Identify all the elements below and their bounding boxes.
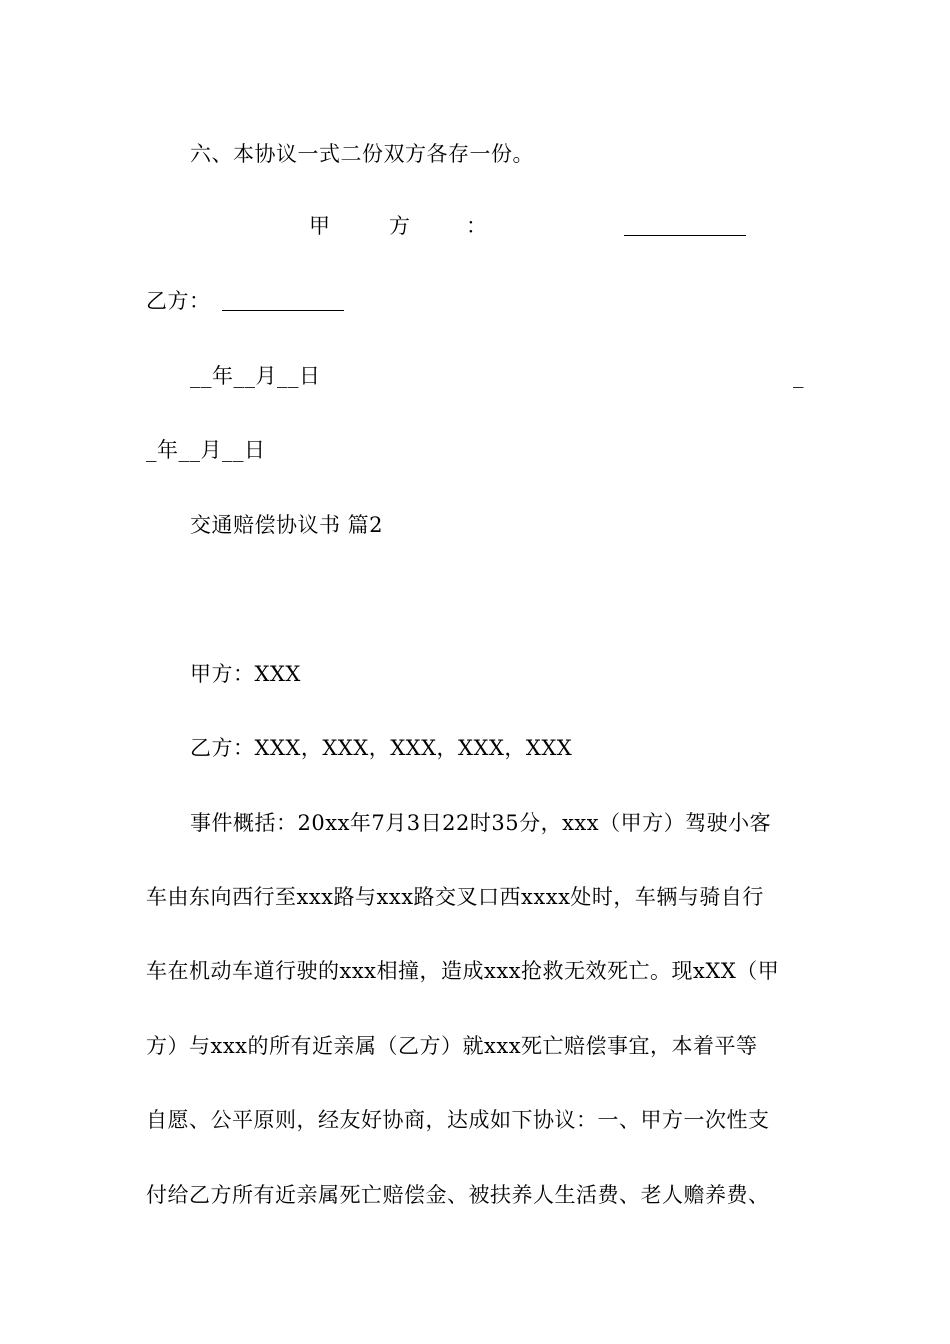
party-b-signature-blank [222, 310, 344, 311]
section-title: 交通赔偿协议书 篇2 [190, 513, 384, 537]
party-a-signature-blank [624, 235, 746, 236]
party-b-line: 乙方：XXX，XXX，XXX，XXX，XXX [190, 736, 573, 760]
body-line: 付给乙方所有近亲属死亡赔偿金、被扶养人生活费、老人赡养费、 [146, 1183, 770, 1207]
date-right-tail: _ [793, 364, 804, 388]
body-line: 方）与xxx的所有近亲属（乙方）就xxx死亡赔偿事宜，本着平等 [146, 1034, 758, 1058]
body-line: 事件概括：20xx年7月3日22时35分，xxx（甲方）驾驶小客 [190, 811, 772, 835]
date-second: _年__月__日 [146, 438, 266, 462]
party-b-signature-label: 乙方： [146, 289, 211, 313]
body-line: 车在机动车道行驶的xxx相撞，造成xxx抢救无效死亡。现xXX（甲 [146, 959, 780, 983]
party-a-char-2: 方 [389, 214, 410, 238]
party-a-colon: ： [466, 214, 487, 238]
party-a-char-1: 甲 [309, 214, 330, 238]
date-left: __年__月__日 [190, 364, 321, 388]
clause-six: 六、本协议一式二份双方各存一份。 [190, 142, 534, 166]
party-a-line: 甲方：XXX [190, 662, 301, 686]
body-line: 自愿、公平原则，经友好协商，达成如下协议：一、甲方一次性支 [146, 1108, 770, 1132]
body-line: 车由东向西行至xxx路与xxx路交叉口西xxxx处时，车辆与骑自行 [146, 885, 764, 909]
